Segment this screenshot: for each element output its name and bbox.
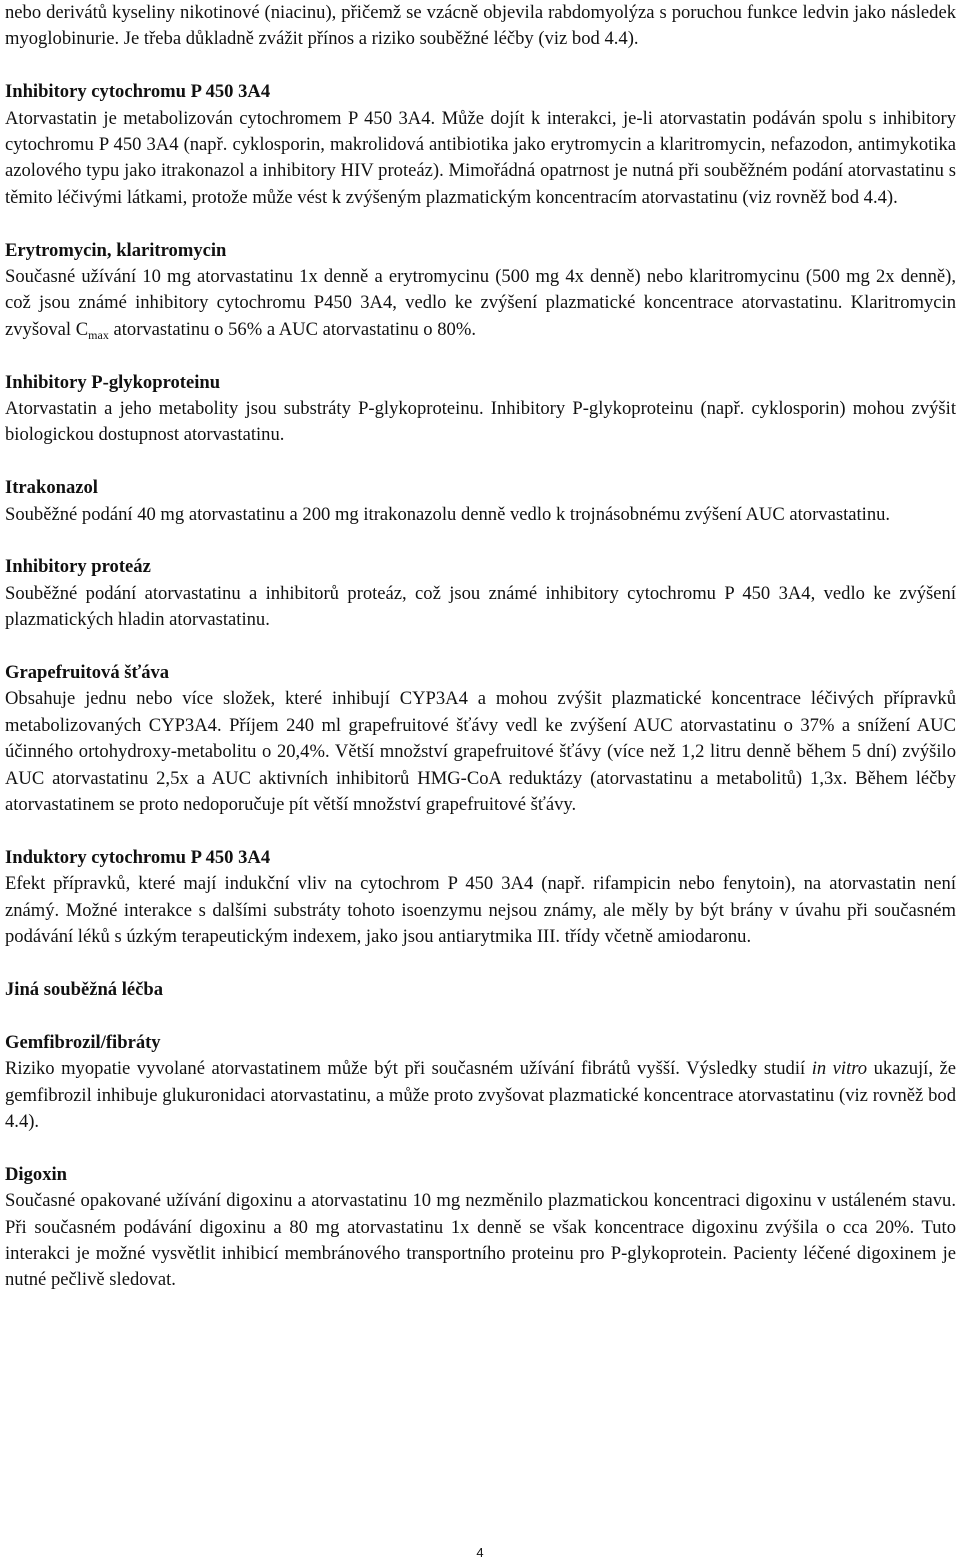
erythromycin-text-part-2: atorvastatinu o 56% a AUC atorvastatinu o 80%.: [108, 318, 476, 340]
section-protease-inhibitors: [5, 554, 956, 633]
heading-gemfibrozil: Gemfibrozil/fibráty: [5, 1031, 161, 1053]
heading-other-therapy: Jiná souběžná léčba: [5, 978, 164, 1000]
paragraph-gemfibrozil: [5, 1056, 956, 1135]
in-vitro-italic: in vitro: [811, 1058, 868, 1080]
paragraph-protease-inhibitors: Souběžné podání atorvastatinu a inhibitorů proteáz, což jsou známé inhibitory cytochromu P 450 3A4, vedlo ke zvýšení plazmatických hladin atorvastatinu.: [5, 582, 956, 631]
paragraph-grapefruit: Obsahuje jednu nebo více složek, které inhibují CYP3A4 a mohou zvýšit plazmatické koncentrace léčivých přípravků metabolizovaných CYP3A4. Příjem 240 ml grapefruitové šťávy vedl ke zvýšení AUC atorvastatinu o 37% a snížení AUC účinného ortohydroxy-metabolitu o 20,4%. Větší množství grapefruitové šťávy (více než 1,2 litru denně během 5 dní) zvýšilo AUC atorvastatinu 2,5x a AUC aktivních inhibitorů HMG-CoA reduktázy (atorvastatinu a metabolitů) 1,3x. Během léčby atorvastatinem se proto nedoporučuje pít větší množství grapefruitové šťávy.: [5, 688, 956, 816]
section-digoxin: [5, 1162, 956, 1294]
section-gemfibrozil: [5, 1030, 956, 1136]
section-pgp-inhibitors: [5, 370, 956, 449]
section-cyp-inhibitors: [5, 79, 956, 211]
gemfibrozil-text-part-1: Riziko myopatie vyvolané atorvastatinem může být při současném užívání fibrátů vyšší. Výsledky studií: [5, 1058, 812, 1080]
paragraph-erythromycin: [5, 264, 956, 343]
heading-itraconazole: Itrakonazol: [5, 477, 98, 499]
section-other-therapy: [5, 977, 956, 1003]
heading-digoxin: Digoxin: [5, 1163, 67, 1185]
paragraph-digoxin: Současné opakované užívání digoxinu a atorvastatinu 10 mg nezměnilo plazmatickou koncentraci digoxinu v ustáleném stavu. Při současném podávání digoxinu a 80 mg atorvastatinu 1x denně se však koncentrace digoxinu zvýšila o cca 20%. Tuto interakci je možné vysvětlit inhibicí membránového transportního proteinu pro P-glykoprotein. Pacienty léčené digoxinem je nutné pečlivě sledovat.: [5, 1190, 956, 1291]
paragraph-pgp-inhibitors: Atorvastatin a jeho metabolity jsou substráty P-glykoproteinu. Inhibitory P-glykoproteinu (např. cyklosporin) mohou zvýšit biologickou dostupnost atorvastatinu.: [5, 398, 956, 446]
intro-section: [5, 0, 956, 53]
heading-cyp-inducers: Induktory cytochromu P 450 3A4: [5, 846, 271, 868]
heading-protease-inhibitors: Inhibitory proteáz: [5, 556, 151, 578]
heading-grapefruit: Grapefruitová šťáva: [5, 662, 170, 684]
paragraph-cyp-inducers: Efekt přípravků, které mají indukční vliv na cytochrom P 450 3A4 (např. rifampicin nebo fenytoin), na atorvastatin není známý. Možné interakce s dalšími substráty tohoto isoenzymu nejsou známy, ale měly by být brány v úvahu při současném podávání léků s úzkým terapeutickým indexem, jako jsou antiarytmika III. třídy včetně amiodaronu.: [5, 873, 956, 948]
section-erythromycin: [5, 238, 956, 344]
heading-erythromycin: Erytromycin, klaritromycin: [5, 239, 227, 261]
heading-cyp-inhibitors: Inhibitory cytochromu P 450 3A4: [5, 81, 271, 103]
section-grapefruit: [5, 660, 956, 818]
paragraph-itraconazole: Souběžné podání 40 mg atorvastatinu a 200 mg itrakonazolu denně vedlo k trojnásobnému zvýšení AUC atorvastatinu.: [5, 503, 891, 525]
gemfibrozil-text-part-2: ukazují, že gemfibrozil inhibuje glukuronidaci atorvastatinu, a může proto zvyšovat plazmatické koncentrace atorvastatinu (viz rovněž bod 4.4).: [5, 1058, 956, 1132]
heading-pgp-inhibitors: Inhibitory P-glykoproteinu: [5, 371, 221, 393]
document-page: [5, 0, 956, 1320]
section-cyp-inducers: [5, 845, 956, 951]
section-itraconazole: [5, 475, 956, 528]
cmax-subscript: max: [88, 327, 109, 342]
erythromycin-text-part-1: Současné užívání 10 mg atorvastatinu 1x denně a erytromycinu (500 mg 4x denně) nebo klaritromycinu (500 mg 2x denně), což jsou známé inhibitory cytochromu P450 3A4, vedlo ke zvýšení plazmatické koncentrace atorvastatinu. Klaritromycin zvyšoval C: [5, 266, 956, 340]
intro-paragraph: nebo derivátů kyseliny nikotinové (niacinu), přičemž se vzácně objevila rabdomyolýza s poruchou funkce ledvin jako následek myoglobinurie. Je třeba důkladně zvážit přínos a riziko souběžné léčby (viz bod 4.4).: [5, 2, 956, 50]
page-number: 4: [476, 1545, 484, 1560]
paragraph-cyp-inhibitors: Atorvastatin je metabolizován cytochromem P 450 3A4. Může dojít k interakci, je-li atorvastatin podáván spolu s inhibitory cytochromu P 450 3A4 (např. cyklosporin, makrolidová antibiotika jako erytromycin a klaritromycin, nefazodon, antimykotika azolového typu jako itrakonazol a inhibitory HIV proteáz). Mimořádná opatrnost je nutná při souběžném podání atorvastatinu s těmito léčivými látkami, protože může vést k zvýšeným plazmatickým koncentracím atorvastatinu (viz rovněž bod 4.4).: [5, 107, 956, 208]
